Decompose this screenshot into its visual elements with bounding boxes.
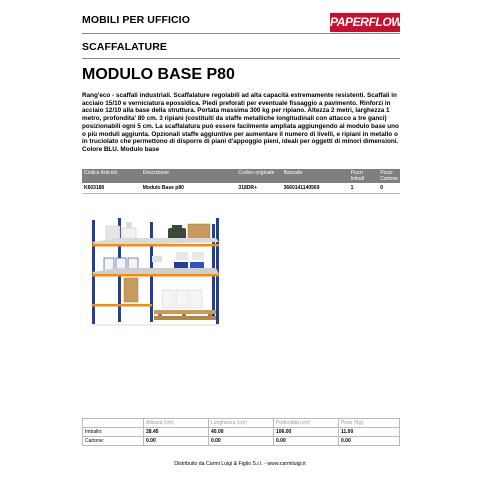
pallet-block (158, 314, 162, 316)
col-blank (83, 419, 144, 428)
subheader-divider (82, 58, 400, 59)
product-photo (92, 216, 224, 330)
bin-item (152, 256, 162, 262)
col-profondita: Profondità (cm) (274, 419, 339, 428)
cell-profondita: 0.00 (274, 437, 339, 446)
toolbox-handle (172, 225, 182, 228)
col-pezzi-imball: Pezzi Imball (349, 169, 379, 183)
canister-item (192, 252, 204, 260)
cell-altezza: 0.00 (144, 437, 209, 446)
box-item (126, 222, 132, 228)
table-row (83, 428, 400, 437)
col-altezza: Altezza (cm) (144, 419, 209, 428)
col-pezzi-cartone: Pezzi Cartone (380, 170, 399, 182)
cell-codice-originale: 318DR+ (236, 183, 281, 194)
cell-profondita: 106.00 (274, 428, 339, 437)
brand-logo (330, 13, 403, 32)
category-heading: MOBILI PER UFFICIO (82, 14, 190, 26)
cell-lunghezza: 40.00 (209, 428, 274, 437)
row-label-cartone: Cartone: (83, 437, 144, 446)
cell-peso: 11.00 (339, 428, 400, 437)
col-lunghezza: Lunghezza (cm) (209, 419, 274, 428)
pallet (154, 310, 216, 314)
col-codice-articolo: Codice Articolo (82, 169, 141, 183)
cell-barcode: 3660141140569 (282, 183, 349, 194)
shelf-beam (92, 304, 152, 307)
product-title: MODULO BASE P80 (82, 66, 235, 83)
cell-peso: 0.00 (339, 437, 400, 446)
pallet (154, 316, 216, 320)
shelf-beam (92, 274, 219, 277)
footer-distributor: Distribuito da Carmi Luigi & Figlio S.r.l. - www.carmiluigi.it (174, 461, 306, 467)
shelf-beam (92, 244, 219, 247)
col-peso: Peso (Kg) (339, 419, 400, 428)
col-barcode: Barcode (282, 169, 349, 183)
header-divider (82, 33, 400, 34)
cell-altezza: 28.45 (144, 428, 209, 437)
subcategory-heading: SCAFFALATURE (82, 41, 167, 53)
row-label-imballo: Imballo: (83, 428, 144, 437)
cell-codice-articolo: K603180 (82, 183, 141, 194)
floor-shadow (92, 324, 220, 326)
table-row (83, 437, 400, 446)
col-descrizione: Descrizione (141, 169, 237, 183)
bag-item (162, 290, 174, 308)
dimensions-table (82, 418, 400, 446)
table-row (82, 183, 400, 194)
canister-item (176, 252, 188, 260)
product-description: Rang'eco - scaffali industriali. Scaffalature regolabili ad alta capacità estremamente resistenti. Scaffali in acciaio 15/10 e verniciatura epossidica. Piedi preforati per eventuale fissaggio a pavimento. Rinforzi in acciaio 12/10 alla base della struttura. Portata massima 300 kg per ripiano. Altezza 2 metri, larghezza 1 metro, profondita' 80 cm. 3 ripiani (costituiti da staffe metalliche longitudinali con attacco a tre ganci) posizionabili ogni 5 cm. La scaffalatura può essere facilmente ampliata aggiungendo al modulo base uno o più moduli aggiunta. Opzionali staffe aggiuntive per aumentare il numero di livelli, e ripiani in metallo o in truciolato che permettono di disporre di piani d'appoggio pieni, ideali per oggetti di minori dimensioni. Colore BLU. Modulo base (82, 92, 399, 153)
cell-lunghezza: 0.00 (209, 437, 274, 446)
col-codice-originale: Codice originale (236, 169, 281, 183)
cell-pezzi-cartone: 0 (378, 183, 400, 194)
pallet-block (208, 314, 212, 316)
cell-descrizione: Modulo Base p80 (141, 183, 237, 194)
pallet-block (182, 314, 186, 316)
dimensions-table-header (83, 419, 400, 428)
articles-table (82, 169, 400, 194)
cardboard-box (124, 278, 138, 302)
cell-pezzi-imball: 1 (349, 183, 379, 194)
bag-item (190, 290, 202, 308)
bag-item (176, 290, 188, 308)
articles-table-header (82, 169, 400, 183)
brand-logo-text: PAPERFLOW (330, 15, 403, 29)
